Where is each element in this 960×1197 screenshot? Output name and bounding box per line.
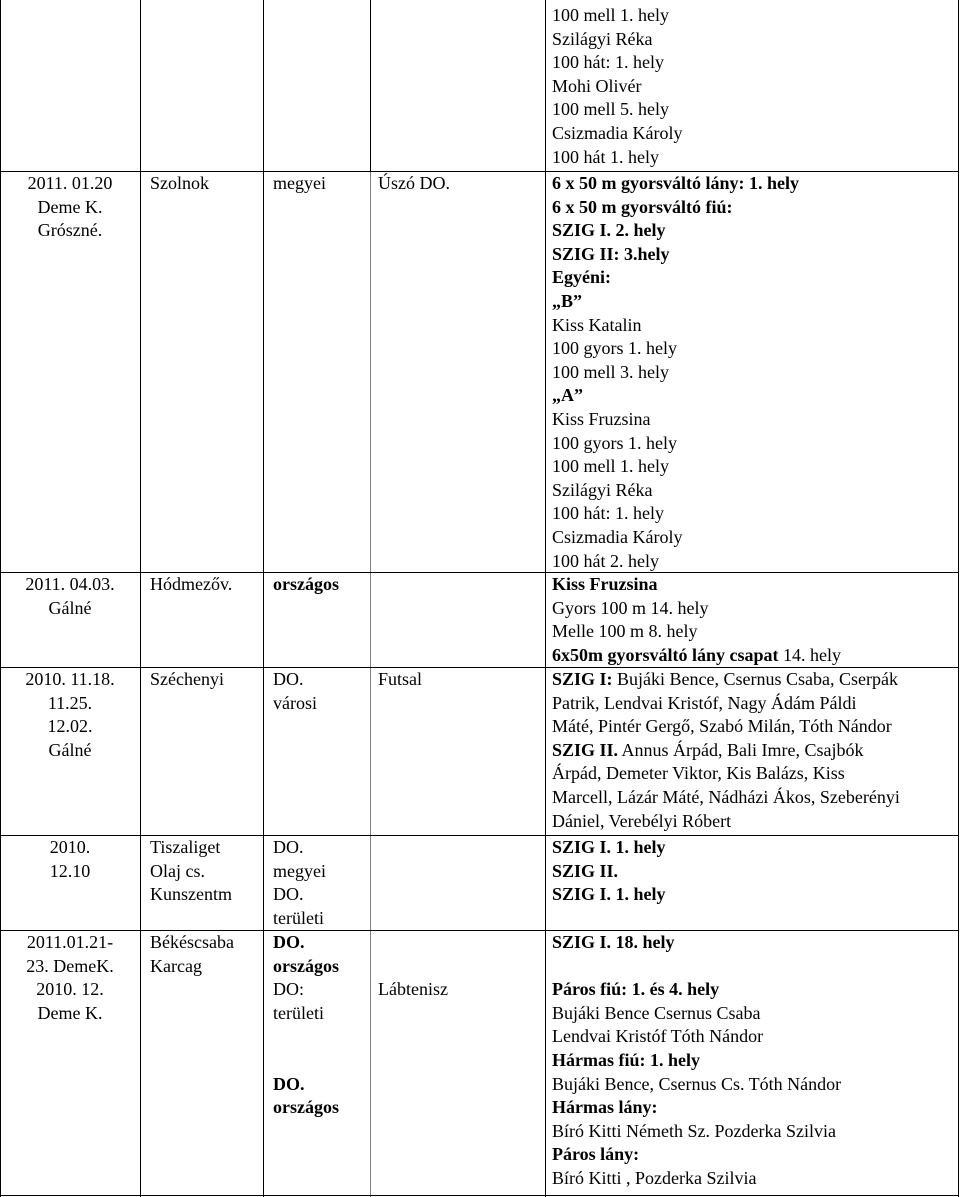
result-line-rest: 14. hely	[778, 644, 841, 665]
result-line: Bujáki Bence Csernus Csaba	[552, 1002, 761, 1023]
level-line: DO.	[273, 837, 304, 857]
event-cell	[378, 172, 450, 196]
level-line: DO.	[273, 669, 304, 689]
result-line: 100 gyors 1. hely	[552, 338, 677, 359]
place-cell	[150, 172, 209, 196]
level-line: megyei	[273, 173, 326, 193]
result-line: SZIG I. 2. hely	[552, 220, 666, 241]
level-cell	[273, 931, 339, 1120]
date-line: 11.25.	[47, 692, 93, 713]
level-line: DO:	[273, 979, 304, 1000]
result-line: „A”	[552, 385, 583, 406]
date-line: 12.10	[49, 860, 91, 881]
result-line: 100 mell 1. hely	[552, 5, 669, 25]
level-cell	[273, 668, 317, 715]
level-line	[273, 1049, 339, 1073]
result-line: Egyéni:	[552, 267, 612, 288]
level-line: országos	[273, 574, 339, 594]
place-line: Tiszaliget	[150, 837, 221, 857]
place-cell	[150, 573, 232, 597]
result-line: 100 hát: 1. hely	[552, 503, 664, 524]
date-line: 2011. 01.20	[27, 173, 113, 193]
date-line: Grószné.	[37, 220, 103, 241]
event-cell	[378, 978, 448, 1002]
result-line-rest: Annus Árpád, Bali Imre, Csajbók	[618, 739, 864, 760]
event-line: Lábtenisz	[378, 979, 448, 999]
level-line: DO.	[273, 1073, 305, 1094]
level-line: országos	[273, 955, 339, 976]
result-line: SZIG I. 18. hely	[552, 932, 675, 952]
result-line: Kiss Fruzsina	[552, 574, 658, 594]
result-cell	[552, 172, 952, 573]
event-cell	[378, 668, 422, 692]
table-border-left	[0, 0, 1, 1197]
result-line: Csizmadia Károly	[552, 526, 683, 547]
date-line: 2010. 12.	[36, 979, 104, 1000]
table-border-bottom	[0, 1195, 959, 1196]
result-line: Lendvai Kristóf Tóth Nándor	[552, 1026, 764, 1047]
result-line-bold: SZIG II.	[552, 739, 619, 760]
result-cell	[552, 668, 952, 833]
column-divider-event	[545, 0, 546, 1197]
date-line: Deme K.	[37, 1002, 103, 1023]
result-line: Szilágyi Réka	[552, 28, 653, 49]
date-line: 2010. 11.18.	[25, 669, 115, 689]
result-line: 100 mell 5. hely	[552, 99, 669, 120]
result-line: Melle 100 m 8. hely	[552, 621, 698, 642]
result-line: Gyors 100 m 14. hely	[552, 597, 709, 618]
place-line: Olaj cs.	[150, 860, 205, 881]
level-line: DO.	[273, 932, 305, 952]
result-line: SZIG II.	[552, 860, 619, 881]
result-line-rest: Bujáki Bence, Csernus Csaba, Cserpák	[612, 669, 898, 689]
result-line: SZIG I. 1. hely	[552, 837, 666, 857]
place-line: Szolnok	[150, 173, 210, 193]
result-line: Hármas fiú: 1. hely	[552, 1049, 700, 1070]
result-line: Páros lány:	[552, 1144, 640, 1165]
result-line: SZIG I. 1. hely	[552, 884, 666, 905]
result-line	[552, 668, 952, 692]
level-line: városi	[273, 692, 317, 713]
result-cell	[552, 4, 952, 169]
result-line-bold: SZIG I:	[552, 669, 613, 689]
level-line: területi	[273, 907, 324, 928]
date-line: Gálné	[48, 597, 92, 618]
result-line: Szilágyi Réka	[552, 479, 653, 500]
column-divider-date	[140, 0, 141, 1197]
column-divider-place	[263, 0, 264, 1197]
result-line	[552, 955, 952, 979]
level-cell	[273, 172, 326, 196]
level-cell	[273, 573, 339, 597]
result-line: Kiss Fruzsina	[552, 408, 651, 429]
level-line: területi	[273, 1002, 324, 1023]
result-line: 100 hát: 1. hely	[552, 52, 664, 73]
place-cell	[150, 931, 234, 978]
result-line: Dániel, Verebélyi Róbert	[552, 810, 732, 831]
result-line: 100 mell 3. hely	[552, 361, 669, 382]
place-cell	[150, 668, 224, 692]
result-cell	[552, 573, 952, 667]
place-line: Hódmezőv.	[150, 574, 233, 594]
date-cell	[10, 668, 130, 762]
date-cell	[10, 836, 130, 883]
result-cell	[552, 931, 952, 1191]
result-line	[552, 644, 952, 668]
result-line: 100 hát 1. hely	[552, 146, 659, 167]
level-line	[273, 1025, 339, 1049]
level-cell	[273, 836, 326, 930]
result-line: Páros fiú: 1. és 4. hely	[552, 979, 720, 1000]
date-cell	[10, 172, 130, 243]
date-line: 2010.	[49, 837, 91, 857]
date-line: 2011. 04.03.	[25, 574, 115, 594]
result-line	[552, 739, 952, 763]
date-cell	[10, 573, 130, 620]
result-line: 6 x 50 m gyorsváltó lány: 1. hely	[552, 173, 799, 193]
date-line: 2011.01.21-	[26, 932, 114, 952]
result-line: Hármas lány:	[552, 1097, 658, 1118]
level-line: megyei	[273, 860, 326, 881]
level-line: országos	[273, 1097, 339, 1118]
date-line: 23. DemeK.	[26, 955, 114, 976]
result-line: „B”	[552, 290, 583, 311]
place-cell	[150, 836, 232, 907]
level-line: DO.	[273, 884, 304, 905]
date-cell	[10, 931, 130, 1025]
result-line-bold: 6x50m gyorsváltó lány csapat	[552, 644, 779, 665]
result-line: Marcell, Lázár Máté, Nádházi Ákos, Szeberényi	[552, 786, 900, 807]
date-line: Deme K.	[37, 196, 103, 217]
event-line: Úszó DO.	[378, 173, 450, 193]
table-border-right	[958, 0, 959, 1197]
result-line: Csizmadia Károly	[552, 122, 683, 143]
result-line: 100 mell 1. hely	[552, 456, 669, 477]
result-line: Bujáki Bence, Csernus Cs. Tóth Nándor	[552, 1073, 842, 1094]
result-line: 100 gyors 1. hely	[552, 432, 677, 453]
result-line: Mohi Olivér	[552, 75, 642, 96]
result-line: Máté, Pintér Gergő, Szabó Milán, Tóth Nándor	[552, 716, 892, 737]
place-line: Békéscsaba	[150, 932, 234, 952]
date-line: Gálné	[48, 739, 92, 760]
result-line: Bíró Kitti Németh Sz. Pozderka Szilvia	[552, 1120, 836, 1141]
result-line: Bíró Kitti , Pozderka Szilvia	[552, 1167, 757, 1188]
result-line: Kiss Katalin	[552, 314, 642, 335]
result-line: 6 x 50 m gyorsváltó fiú:	[552, 196, 733, 217]
place-line: Kunszentm	[150, 884, 232, 905]
place-line: Széchenyi	[150, 669, 224, 689]
result-line: Árpád, Demeter Viktor, Kis Balázs, Kiss	[552, 763, 845, 784]
result-line: SZIG II: 3.hely	[552, 243, 670, 264]
place-line: Karcag	[150, 955, 202, 976]
date-line: 12.02.	[47, 716, 93, 737]
result-cell	[552, 836, 952, 907]
column-divider-level	[370, 0, 371, 172]
result-line: 100 hát 2. hely	[552, 550, 659, 571]
result-line: Patrik, Lendvai Kristóf, Nagy Ádám Páldi	[552, 692, 857, 713]
event-line: Futsal	[378, 669, 423, 689]
